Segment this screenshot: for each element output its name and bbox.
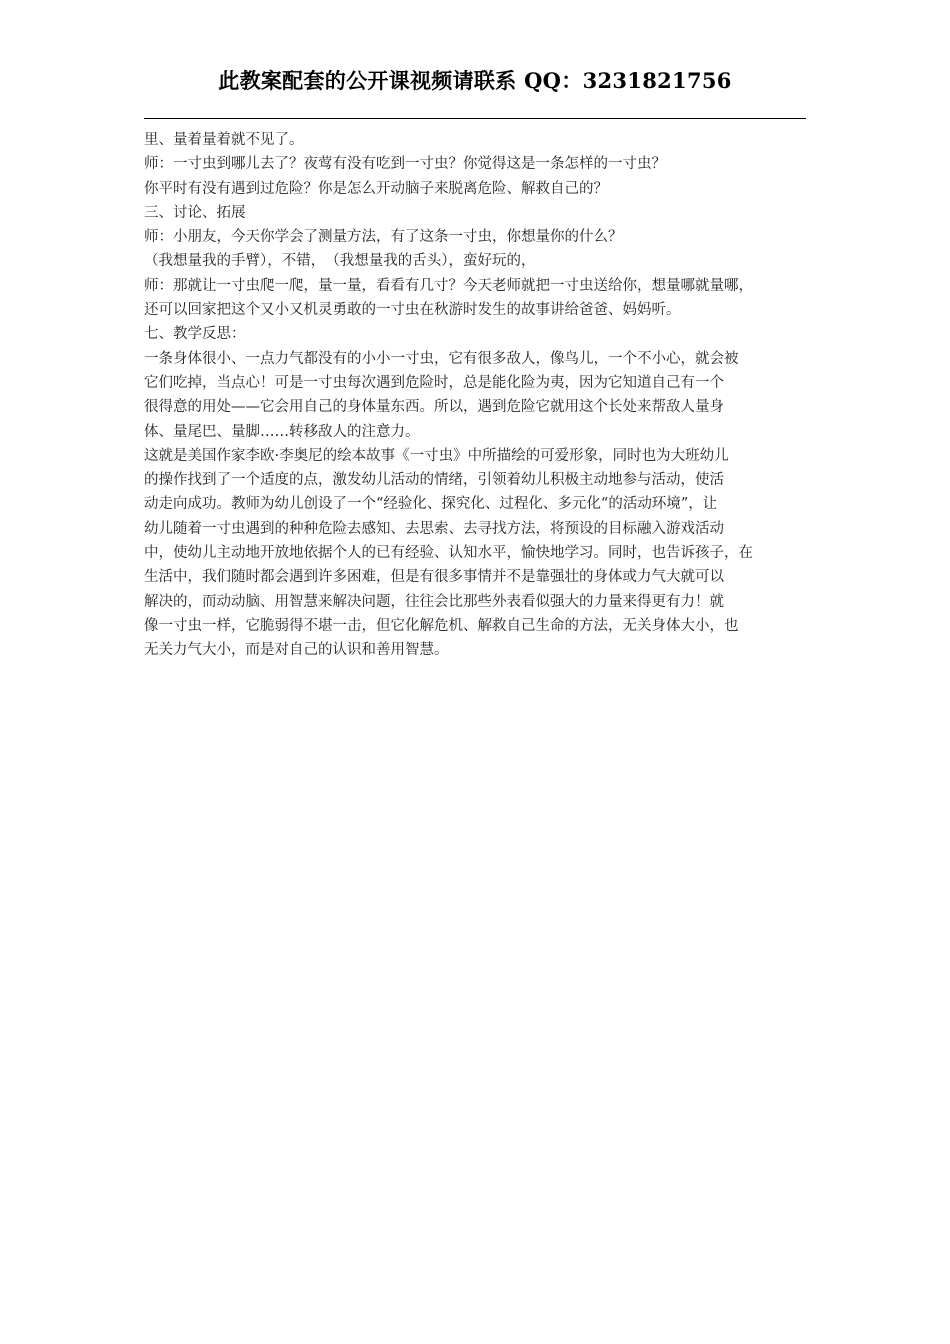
header-divider	[144, 118, 806, 119]
text-line: （我想量我的手臂），不错， （我想量我的舌头），蛮好玩的，	[144, 253, 536, 270]
paragraph-line: 的操作找到了一个适度的点，激发幼儿活动的情绪，引领着幼儿积极主动地参与活动，使活	[144, 472, 724, 489]
paragraph-line: 中，使幼儿主动地开放地依据个人的已有经验、认知水平，愉快地学习。同时，也告诉孩子，在	[144, 545, 753, 562]
text-line: 师：小朋友，今天你学会了测量方法，有了这条一寸虫，你想量你的什么？	[144, 229, 623, 246]
document-body	[144, 128, 816, 663]
text-line: 师：那就让一寸虫爬一爬，量一量，看看有几寸？今天老师就把一寸虫送给你，想量哪就量哪，	[144, 277, 753, 294]
paragraph-line: 像一寸虫一样，它脆弱得不堪一击，但它化解危机、解救自己生命的方法，无关身体大小，也	[144, 617, 739, 634]
text-line: 师：一寸虫到哪儿去了？夜莺有没有吃到一寸虫？你觉得这是一条怎样的一寸虫？	[144, 156, 666, 173]
paragraph-line: 幼儿随着一寸虫遇到的种种危险去感知、去思索、去寻找方法，将预设的目标融入游戏活动	[144, 520, 724, 537]
paragraph-line: 无关力气大小，而是对自己的认识和善用智慧。	[144, 642, 449, 659]
reflection-paragraph-2	[144, 444, 816, 663]
paragraph-line: 它们吃掉，当点心！可是一寸虫每次遇到危险时，总是能化险为夷，因为它知道自己有一个	[144, 374, 724, 391]
reflection-paragraph-1	[144, 347, 816, 444]
section-heading-reflection: 七、教学反思：	[144, 326, 246, 343]
paragraph-line: 动走向成功。教师为幼儿创设了一个“经验化、探究化、过程化、多元化“的活动环境”，让	[144, 496, 718, 513]
text-line: 你平时有没有遇到过危险？你是怎么开动脑子来脱离危险、解救自己的？	[144, 180, 608, 197]
paragraph-line: 体、量尾巴、量脚……转移敌人的注意力。	[144, 423, 420, 440]
paragraph-line: 一条身体很小、一点力气都没有的小小一寸虫，它有很多敌人，像鸟儿，一个不小心，就会被	[144, 350, 739, 367]
paragraph-line: 生活中，我们随时都会遇到许多困难，但是有很多事情并不是靠强壮的身体或力气大就可以	[144, 569, 724, 586]
text-line: 里、量着量着就不见了。	[144, 132, 304, 148]
paragraph-line: 这就是美国作家李欧·李奥尼的绘本故事《一寸虫》中所描绘的可爱形象，同时也为大班幼儿	[144, 447, 729, 464]
header-title: 此教案配套的公开课视频请联系 QQ：3231821756	[218, 68, 732, 93]
paragraph-line: 解决的，而动动脑、用智慧来解决问题，往往会比那些外表看似强大的力量来得更有力！就	[144, 593, 724, 610]
paragraph-line: 很得意的用处——它会用自己的身体量东西。所以，遇到危险它就用这个长处来帮敌人量身	[144, 399, 724, 416]
section-heading-discussion: 三、讨论、拓展	[144, 204, 246, 221]
text-line: 还可以回家把这个又小又机灵勇敢的一寸虫在秋游时发生的故事讲给爸爸、妈妈听。	[144, 302, 681, 319]
